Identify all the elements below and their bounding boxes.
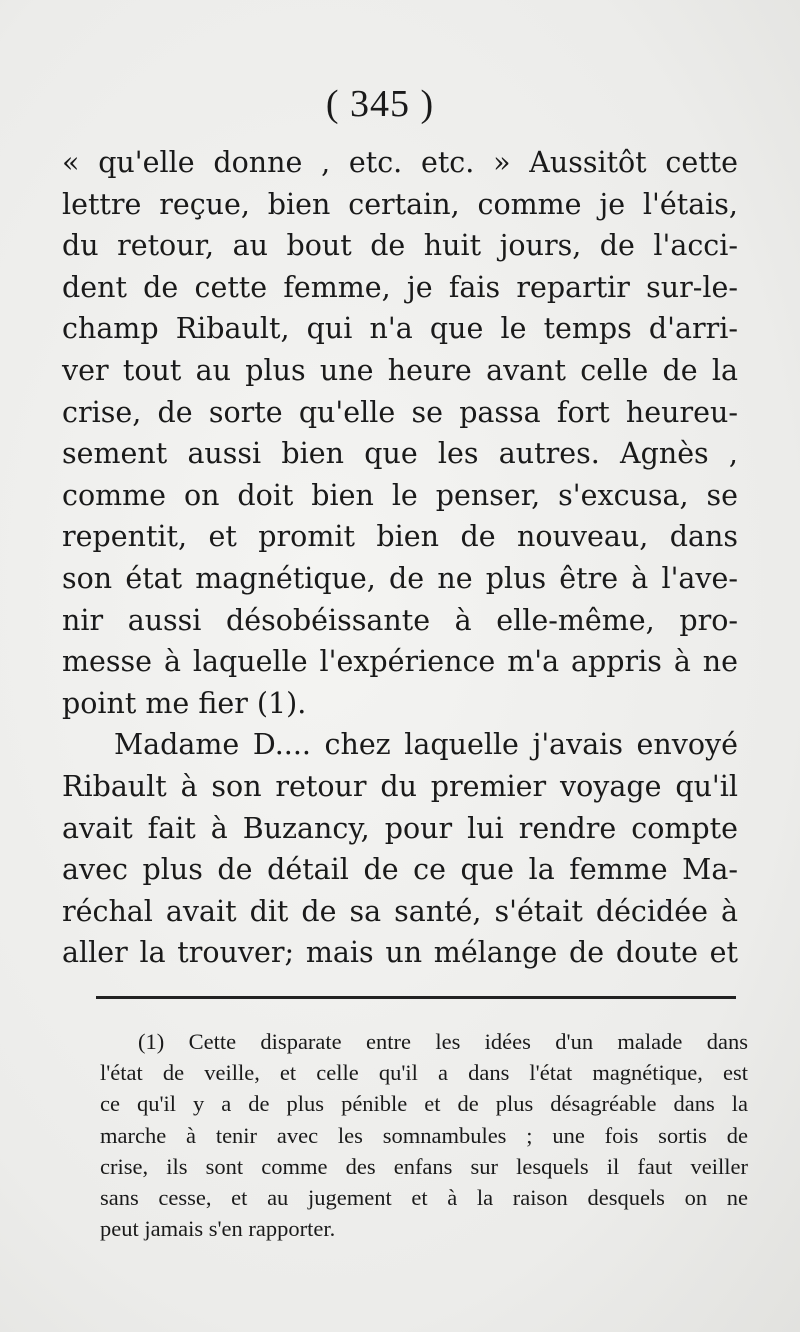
footnote [100, 1026, 748, 1244]
text-line: avait fait à Buzancy, pour lui rendre compte [62, 811, 738, 845]
text-line: Madame D.... chez laquelle j'avais envoyé [114, 728, 738, 762]
text-line: dent de cette femme, je fais repartir sur-le- [62, 270, 738, 304]
text-line: crise, de sorte qu'elle se passa fort heureu- [62, 395, 738, 429]
text-line: sement aussi bien que les autres. Agnès , [62, 437, 738, 471]
text-line: nir aussi désobéissante à elle-même, pro- [62, 603, 738, 637]
footnote-line: crise, ils sont comme des enfans sur lesquels il faut veiller [100, 1153, 748, 1179]
text-line: son état magnétique, de ne plus être à l'ave- [62, 561, 738, 595]
footnote-line: (1) Cette disparate entre les idées d'un malade dans [138, 1029, 748, 1054]
main-text [62, 142, 738, 974]
text-line: messe à laquelle l'expérience m'a appris à ne [62, 645, 738, 679]
footnote-line: ce qu'il y a de plus pénible et de plus désagréable dans la [100, 1091, 748, 1117]
text-line: aller la trouver; mais un mélange de doute et [62, 936, 738, 970]
text-line: repentit, et promit bien de nouveau, dans [62, 520, 738, 554]
page-number: ( 345 ) [325, 83, 435, 125]
text-line: réchal avait dit de sa santé, s'était décidée à [62, 894, 738, 928]
text-line: Ribault à son retour du premier voyage qu'il [62, 769, 738, 803]
footnote-line: marche à tenir avec les somnambules ; une fois sortis de [100, 1122, 748, 1148]
footnote-divider [96, 996, 736, 999]
text-line: comme on doit bien le penser, s'excusa, se [62, 478, 738, 512]
text-line: lettre reçue, bien certain, comme je l'étais, [62, 187, 738, 221]
footnote-line: l'état de veille, et celle qu'il a dans l'état magnétique, est [100, 1060, 748, 1086]
text-line: « qu'elle donne , etc. etc. » Aussitôt cette [62, 146, 738, 179]
text-line: point me fier (1). [62, 686, 307, 720]
footnote-line: peut jamais s'en rapporter. [100, 1216, 336, 1242]
text-line: ver tout au plus une heure avant celle de la [62, 353, 738, 387]
text-line: avec plus de détail de ce que la femme Ma- [62, 853, 738, 887]
text-line: du retour, au bout de huit jours, de l'acci- [62, 229, 738, 263]
footnote-line: sans cesse, et au jugement et à la raison desquels on ne [100, 1184, 748, 1210]
text-line: champ Ribault, qui n'a que le temps d'arri- [62, 312, 738, 346]
